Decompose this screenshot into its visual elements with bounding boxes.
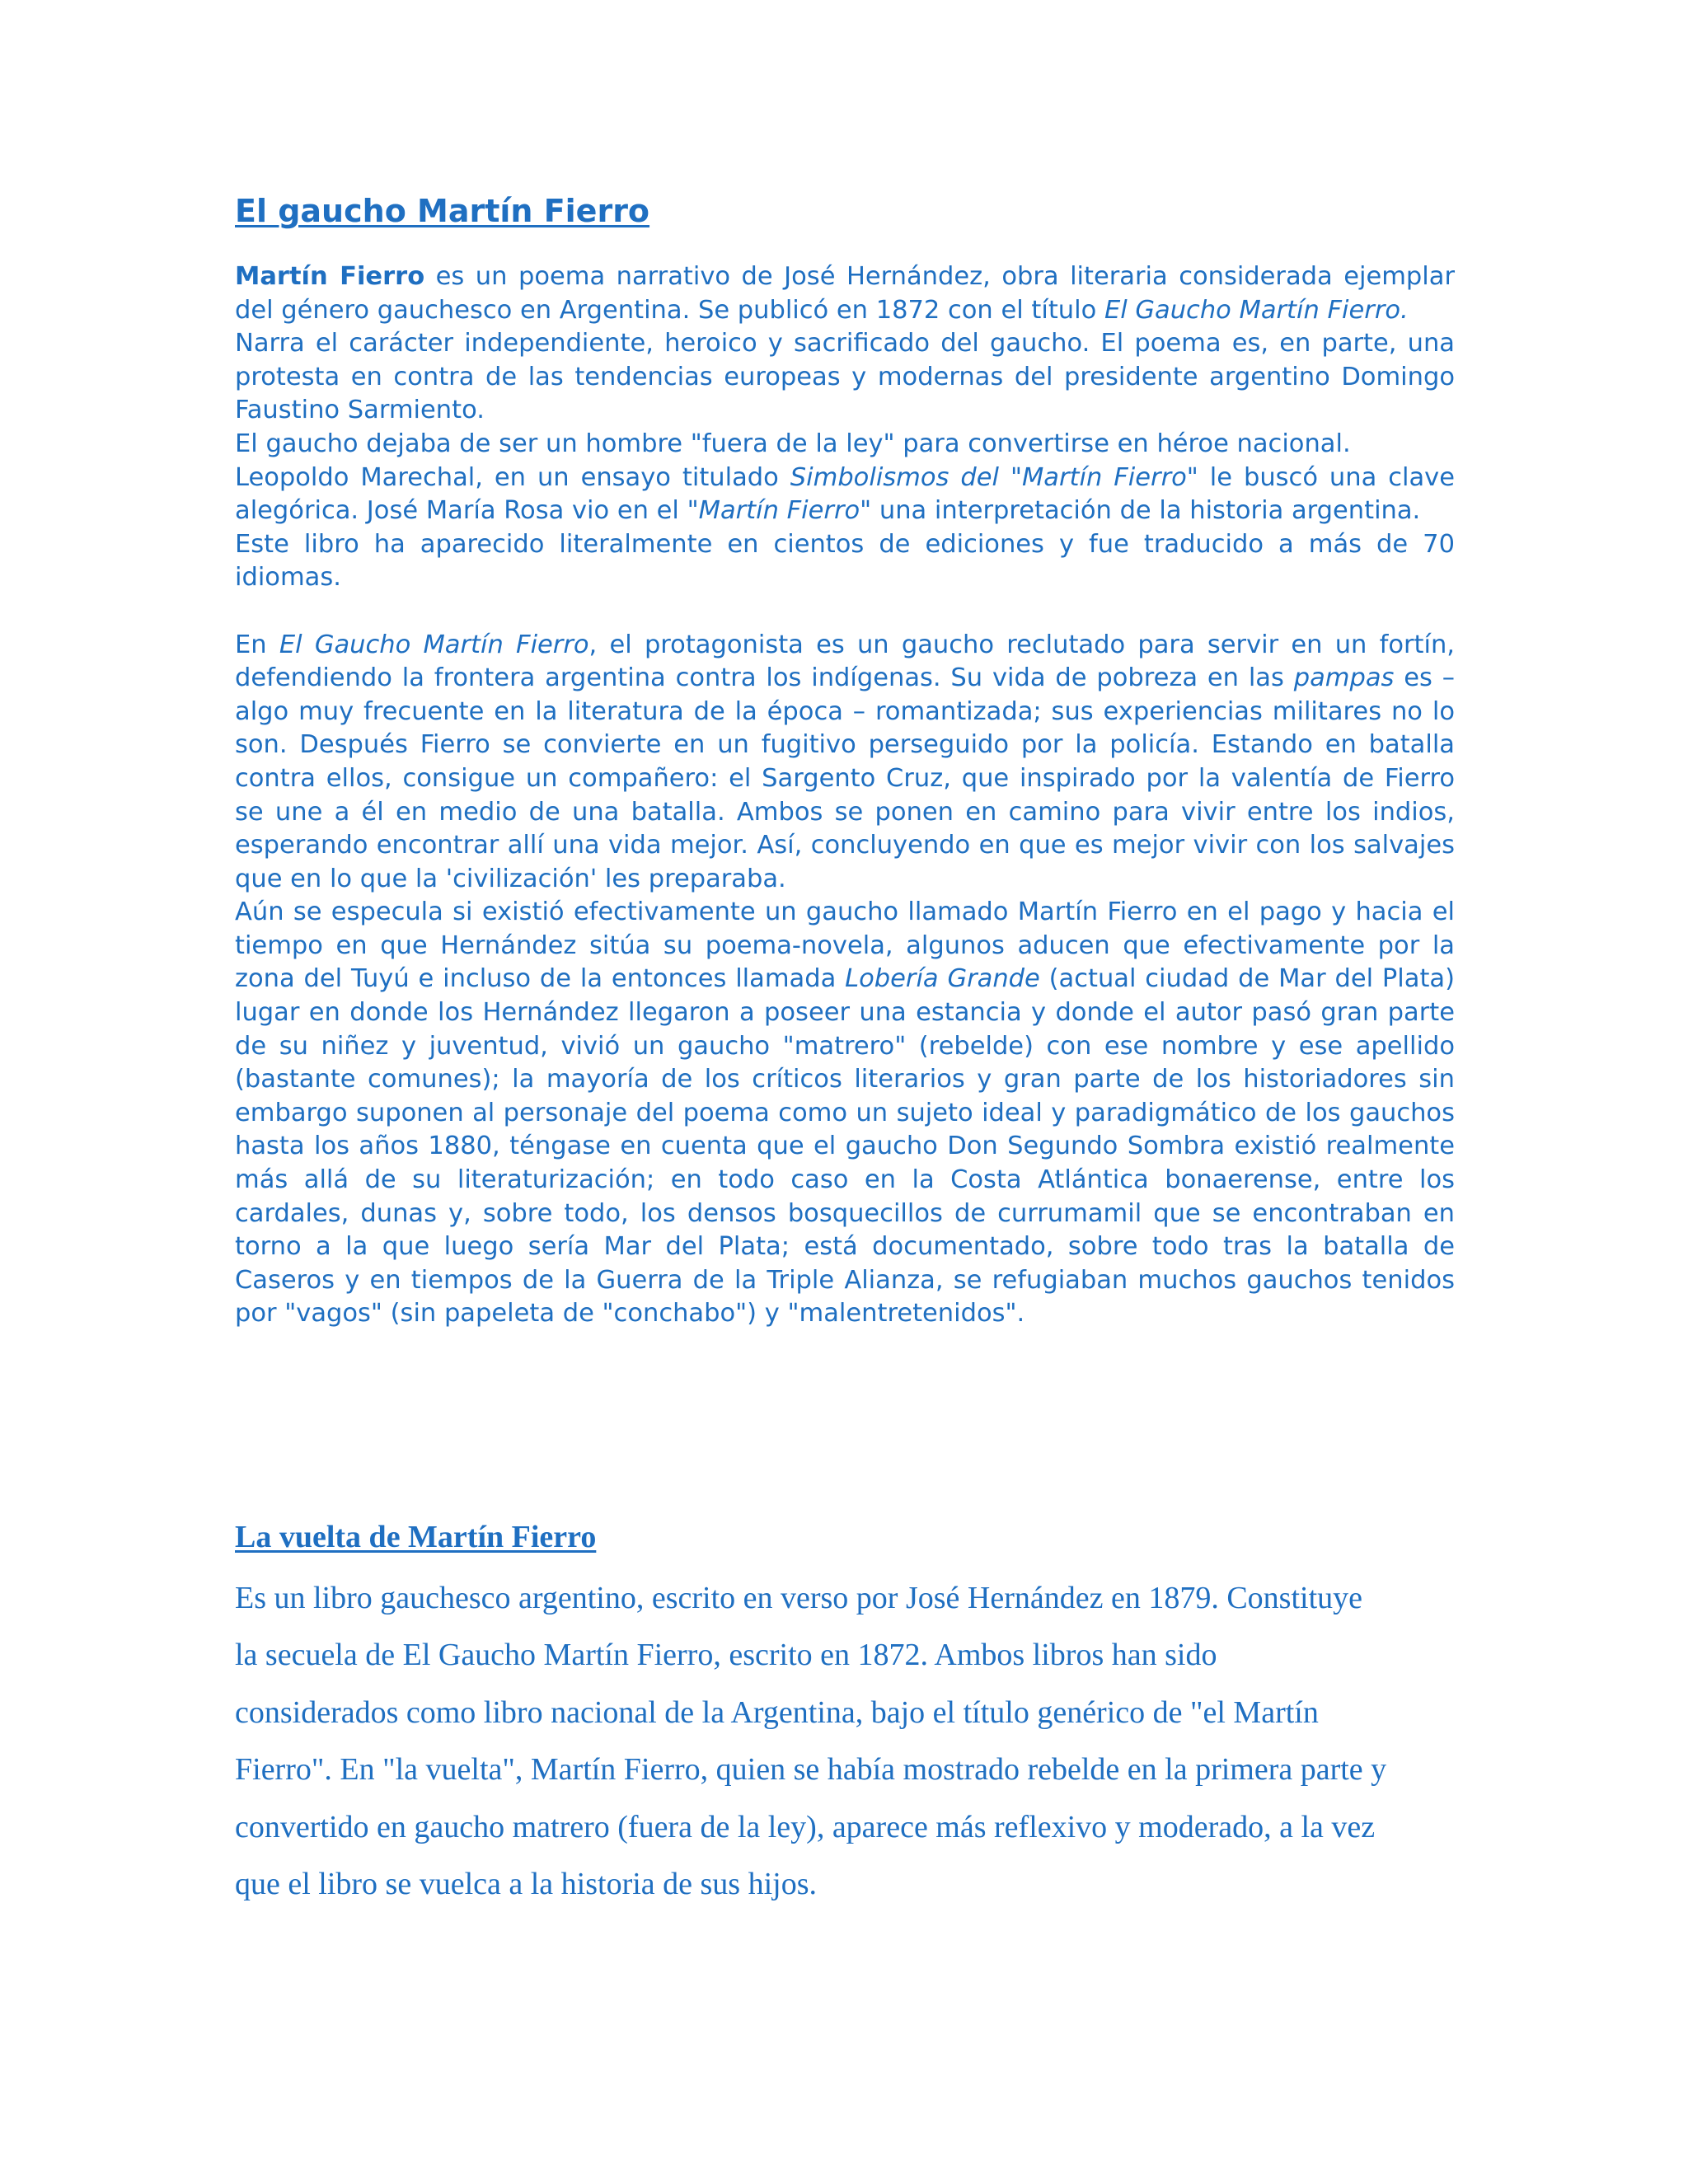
section-title-gaucho-martin-fierro: El gaucho Martín Fierro <box>235 193 650 229</box>
paragraph-plot <box>235 629 1455 897</box>
text-line: Es un libro gauchesco argentino, escrito en verso por José Hernández en 1879. Constituye <box>235 1581 1362 1615</box>
italic-essay-title: Simbolismos del "Martín Fierro" <box>790 462 1198 492</box>
paragraph-text: le buscó una clave alegórica. José María Rosa vio en el " <box>235 462 1455 526</box>
paragraph-text: es – algo muy frecuente en la literatura de la época – romantizada; sus experiencias militares no lo son. Después Fierro se convierte en un fugitivo perseguido por la policía. Estando en batalla contra ellos, consigue un compañero: el Sargento Cruz, que inspirado por la valentía de Fierro se une a él en medio de una batalla. Ambos se ponen en camino para vivir entre los indios, esperando encontrar allí una vida mejor. Así, concluyendo en que es mejor vivir con los salvajes que en lo que la 'civilización' les preparaba. <box>235 663 1456 893</box>
bold-lead-martin-fierro: Martín Fierro <box>235 262 425 291</box>
section-title-la-vuelta: La vuelta de Martín Fierro <box>235 1520 597 1554</box>
text-line: la secuela de El Gaucho Martín Fierro, escrito en 1872. Ambos libros han sido <box>235 1638 1217 1673</box>
paragraph-hero: El gaucho dejaba de ser un hombre "fuera de la ley" para convertirse en héroe nacional. <box>235 429 1351 458</box>
paragraph-text: Leopoldo Marechal, en un ensayo titulado <box>235 462 790 492</box>
text-line: Fierro". En "la vuelta", Martín Fierro, quien se había mostrado rebelde en la primera parte y <box>235 1752 1387 1788</box>
italic-book-title: El Gaucho Martín Fierro <box>279 630 589 659</box>
italic-book-title: El Gaucho Martín Fierro. <box>1104 295 1409 325</box>
paragraph-text: En <box>235 630 279 659</box>
italic-pampas: pampas <box>1293 663 1395 693</box>
paragraph-editions: Este libro ha aparecido literalmente en cientos de ediciones y fue traducido a más de 70 idiomas. <box>235 529 1455 593</box>
paragraph-text: " una interpretación de la historia argentina. <box>860 496 1421 526</box>
paragraph-text: es un poema narrativo de José Hernández, obra literaria considerada ejemplar del género gauchesco en Argentina. Se publicó en 1872 con el título <box>235 262 1455 325</box>
paragraph-text: , el protagonista es un gaucho reclutado para servir en un fortín, defendiendo la frontera argentina contra los indígenas. Su vida de pobreza en las <box>235 630 1456 693</box>
section-body-la-vuelta <box>235 1570 1455 1913</box>
paragraph-intro <box>235 260 1455 327</box>
section-body-gaucho-martin-fierro <box>235 260 1455 1331</box>
italic-loberia-grande: Lobería Grande <box>845 964 1040 994</box>
paragraph-character: Narra el carácter independiente, heroico y sacrificado del gaucho. El poema es, en parte, una protesta en contra de las tendencias europeas y modernas del presidente argentino Domingo Faustino Sarmiento. <box>235 329 1455 425</box>
text-line: que el libro se vuelca a la historia de sus hijos. <box>235 1867 817 1902</box>
paragraph-spacer <box>235 595 1455 629</box>
paragraph-history <box>235 896 1455 1331</box>
text-line: considerados como libro nacional de la Argentina, bajo el título genérico de "el Martín <box>235 1694 1319 1730</box>
paragraph-marechal <box>235 462 1455 528</box>
italic-book-title: Martín Fierro <box>698 496 860 526</box>
paragraph-text: Aún se especula si existió efectivamente un gaucho llamado Martín Fierro en el pago y hacia el tiempo en que Hernández sitúa su poema-novela, algunos aducen que efectivamente por la zona del Tuyú e incluso de la entonces llamada <box>235 898 1455 994</box>
paragraph-text: (actual ciudad de Mar del Plata) lugar en donde los Hernández llegaron a poseer una estancia y donde el autor pasó gran parte de su niñez y juventud, vivió un gaucho "matrero" (rebelde) con ese nombre y ese apellido (bastante comunes); la mayoría de los críticos literarios y gran parte de los historiadores sin embargo suponen al personaje del poema como un sujeto ideal y paradigmático de los gauchos hasta los años 1880, téngase en cuenta que el gaucho Don Segundo Sombra existió realmente más allá de su literaturización; en todo caso en la Costa Atlántica bonaerense, entre los cardales, dunas y, sobre todo, los densos bosquecillos de currumamil que se encontraban en torno a la que luego sería Mar del Plata; está documentado, sobre todo tras la batalla de Caseros y en tiempos de la Guerra de la Triple Alianza, se refugiaban muchos gauchos tenidos por "vagos" (sin papeleta de "conchabo") y "malentretenidos". <box>235 964 1456 1329</box>
text-line: convertido en gaucho matrero (fuera de la ley), aparece más reflexivo y moderado, a la vez <box>235 1809 1376 1844</box>
